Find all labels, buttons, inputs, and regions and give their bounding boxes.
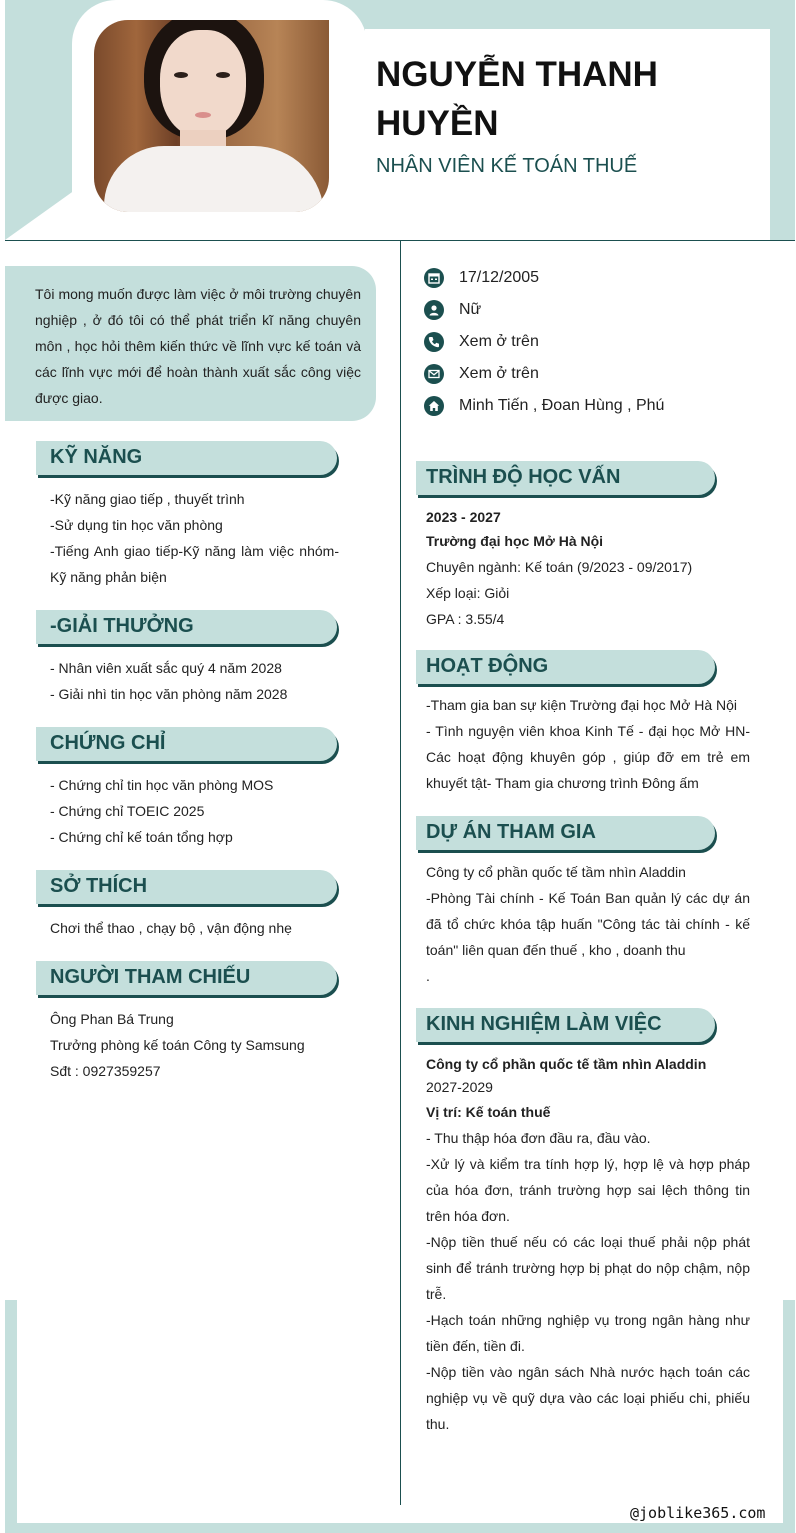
section-references: [36, 961, 337, 995]
section-heading: KINH NGHIỆM LÀM VIỆC: [426, 1013, 662, 1035]
bottom-left-bar: [5, 1300, 17, 1533]
home-icon: [424, 396, 444, 416]
section-heading: HOẠT ĐỘNG: [426, 655, 549, 677]
calendar-icon: [424, 268, 444, 288]
education-school: Trường đại học Mở Hà Nội: [426, 533, 604, 549]
certificates-list: [50, 772, 339, 850]
experience-duty: -Nộp tiền thuế nếu có các loại thuế phải nộp phát sinh để tránh trường hợp bị phạt do nộp chậm, nộp trễ.: [426, 1234, 750, 1302]
education-block: [426, 506, 750, 632]
section-hobbies: [36, 870, 337, 904]
project-dot: .: [426, 968, 430, 984]
bottom-right-bar: [783, 1300, 795, 1533]
watermark: @joblike365.com: [630, 1504, 766, 1522]
experience-duty: -Hạch toán những nghiệp vụ trong ngân hàng như tiền đến, tiền đi.: [426, 1312, 750, 1354]
column-divider: [400, 241, 401, 1505]
job-title: NHÂN VIÊN KẾ TOÁN THUẾ: [376, 155, 638, 177]
section-projects: [416, 816, 715, 850]
education-period: 2023 - 2027: [426, 509, 501, 525]
section-heading: TRÌNH ĐỘ HỌC VẤN: [426, 466, 621, 488]
activities-list: [426, 692, 750, 796]
list-item: Sđt : 0927359257: [50, 1063, 161, 1079]
education-rank: Xếp loại: Giỏi: [426, 585, 510, 601]
list-item: - Tình nguyện viên khoa Kinh Tế - đại học Mở HN-Các hoạt động khuyên góp , giúp đỡ em trẻ em khuyết tật- Tham gia chương trình Đông ấm: [426, 723, 750, 791]
experience-duty: -Nộp tiền vào ngân sách Nhà nước hạch toán các nghiệp vụ về quỹ dựa vào các loại phiếu chi, phiếu thu.: [426, 1364, 750, 1432]
list-item: - Chứng chỉ kế toán tổng hợp: [50, 829, 233, 845]
skills-list: [50, 486, 339, 590]
projects-block: [426, 859, 750, 989]
section-certificates: [36, 727, 337, 761]
project-description: -Phòng Tài chính - Kế Toán Ban quản lý các dự án đã tổ chức khóa tập huấn "Công tác tài chính - kế toán" liên quan đến thuế , kho , doanh thu: [426, 890, 750, 958]
list-item: Trưởng phòng kế toán Công ty Samsung: [50, 1037, 305, 1053]
education-gpa: GPA : 3.55/4: [426, 611, 505, 627]
list-item: - Chứng chỉ TOEIC 2025: [50, 803, 205, 819]
section-activities: [416, 650, 715, 684]
section-heading: NGƯỜI THAM CHIẾU: [50, 966, 251, 988]
section-heading: DỰ ÁN THAM GIA: [426, 821, 596, 843]
avatar: [94, 20, 329, 212]
user-icon: [424, 300, 444, 320]
hobbies-text: Chơi thể thao , chạy bộ , vận động nhẹ: [50, 920, 292, 936]
contact-phone: Xem ở trên: [459, 333, 539, 350]
section-education: [416, 461, 715, 495]
list-item: -Kỹ năng giao tiếp , thuyết trình: [50, 491, 245, 507]
contact-email: Xem ở trên: [459, 365, 539, 382]
list-item: Ông Phan Bá Trung: [50, 1011, 174, 1027]
list-item: - Nhân viên xuất sắc quý 4 năm 2028: [50, 660, 282, 676]
experience-duty: - Thu thập hóa đơn đầu ra, đầu vào.: [426, 1130, 651, 1146]
header-corner: [5, 190, 75, 240]
project-company: Công ty cổ phần quốc tế tầm nhìn Aladdin: [426, 864, 686, 880]
contact-birthday: 17/12/2005: [459, 269, 540, 286]
list-item: -Tham gia ban sự kiện Trường đại học Mở Hà Nội: [426, 697, 738, 713]
experience-period: 2027-2029: [426, 1079, 493, 1095]
experience-duty: -Xử lý và kiểm tra tính hợp lý, hợp lệ và hợp pháp của hóa đơn, tránh trường hợp sai lệch thông tin trên hóa đơn.: [426, 1156, 750, 1224]
experience-block: [426, 1053, 750, 1437]
list-item: - Chứng chỉ tin học văn phòng MOS: [50, 777, 274, 793]
section-heading: KỸ NĂNG: [50, 446, 143, 468]
bottom-bar: [5, 1523, 795, 1533]
education-major: Chuyên ngành: Kế toán (9/2023 - 09/2017): [426, 559, 693, 575]
experience-company: Công ty cổ phần quốc tế tầm nhìn Aladdin: [426, 1056, 707, 1072]
section-experience: [416, 1008, 715, 1042]
experience-position: Vị trí: Kế toán thuế: [426, 1104, 551, 1120]
section-awards: [36, 610, 337, 644]
section-heading: -GIẢI THƯỞNG: [50, 615, 194, 637]
list-item: - Giải nhì tin học văn phòng năm 2028: [50, 686, 288, 702]
candidate-name: NGUYỄN THANH HUYỀN: [376, 55, 658, 143]
career-objective: Tôi mong muốn được làm việc ở môi trường chuyên nghiệp , ở đó tôi có thể phát triển kĩ năng chuyên môn , học hỏi thêm kiến thức về lĩnh vực kế toán và các lĩnh vực mới để hoàn thành xuất sắc công việc được giao.: [35, 286, 361, 406]
references-list: [50, 1006, 339, 1084]
awards-list: [50, 655, 339, 707]
section-skills: [36, 441, 337, 475]
contact-gender: Nữ: [459, 301, 482, 318]
mail-icon: [424, 364, 444, 384]
list-item: -Sử dụng tin học văn phòng: [50, 517, 223, 533]
list-item: -Tiếng Anh giao tiếp-Kỹ năng làm việc nhóm-Kỹ năng phản biện: [50, 543, 339, 585]
section-heading: SỞ THÍCH: [50, 875, 148, 897]
phone-icon: [424, 332, 444, 352]
contact-address: Minh Tiến , Đoan Hùng , Phú: [459, 397, 665, 414]
section-heading: CHỨNG CHỈ: [50, 732, 166, 754]
